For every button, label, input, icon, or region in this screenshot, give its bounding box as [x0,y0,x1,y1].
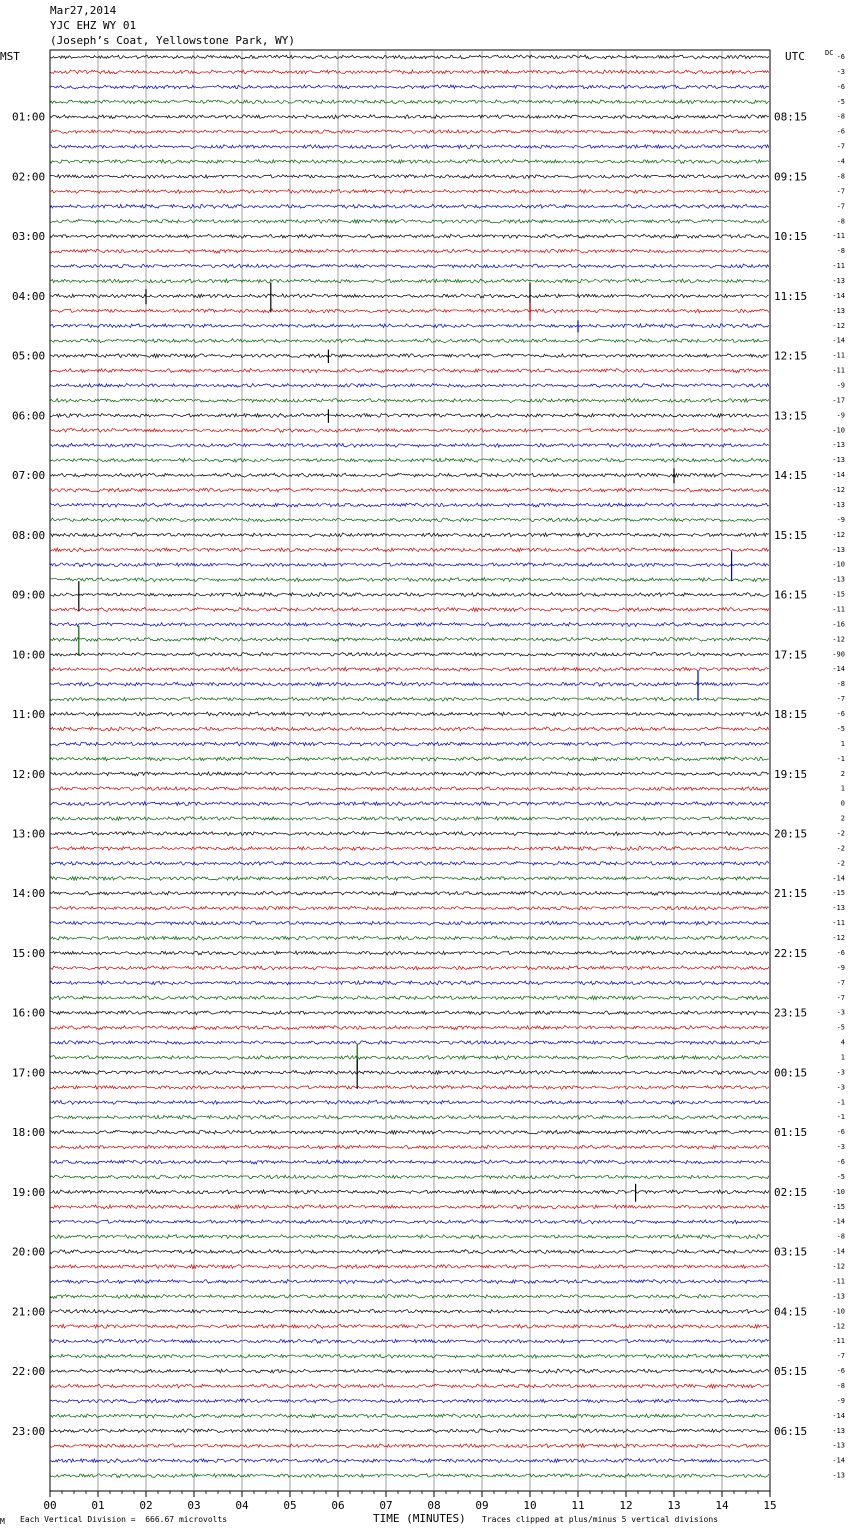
dc-offset-value: -7 [836,1352,845,1361]
dc-offset-value: -8 [836,1382,845,1391]
trace-row [50,1280,769,1284]
left-hour-label: 02:00 [12,170,46,184]
trace-row [50,846,769,850]
x-tick-label: 03 [187,1499,201,1512]
trace-row [50,1444,769,1448]
trace-row [50,1265,769,1269]
x-tick-label: 08 [427,1499,441,1512]
right-hour-label: 17:15 [774,648,808,662]
dc-offset-value: -1 [836,1113,845,1122]
trace-row [50,772,769,776]
trace-row [50,1070,769,1074]
x-tick-label: 09 [475,1499,489,1512]
trace-row [50,742,769,746]
trace-row [50,996,769,1000]
dc-offset-value: 0 [840,799,845,808]
dc-offset-value: -4 [836,157,845,166]
trace-row [50,951,769,955]
x-tick-label: 06 [331,1499,345,1512]
trace-row [50,1384,769,1388]
right-hour-label: 18:15 [774,708,808,722]
trace-row [50,1459,769,1463]
left-hour-label: 11:00 [12,708,46,722]
dc-offset-value: -13 [832,1441,845,1450]
scale-note: Each Vertical Division = 666.67 microvolts [20,1515,228,1524]
trace-row [50,832,769,836]
dc-offset-value: -6 [836,127,845,136]
dc-offset-value: -7 [836,695,845,704]
left-hour-label: 08:00 [12,528,46,542]
dc-offset-value: 1 [840,739,845,748]
left-hour-label: 03:00 [12,230,46,244]
dc-offset-value: -10 [832,1187,845,1196]
left-hour-label: 22:00 [12,1365,46,1379]
left-hour-label: 09:00 [12,588,46,602]
trace-row [50,1085,769,1089]
dc-offset-value: -13 [832,306,845,315]
trace-row [50,264,769,268]
right-hour-label: 02:15 [774,1185,808,1199]
dc-offset-value: -1 [836,1098,845,1107]
left-hour-label: 19:00 [12,1185,46,1199]
right-hour-label: 05:15 [774,1365,808,1379]
dc-offset-value: -11 [832,1337,845,1346]
left-hour-label: 17:00 [12,1066,46,1080]
dc-offset-value: -6 [836,710,845,719]
trace-row [50,1055,769,1059]
x-axis-title: TIME (MINUTES) [373,1512,466,1525]
dc-offset-value: -15 [832,590,845,599]
dc-offset-value: -9 [836,963,845,972]
x-tick-label: 00 [43,1499,57,1512]
trace-row [50,981,769,985]
right-hour-label: 00:15 [774,1066,808,1080]
dc-offset-value: -13 [832,1471,845,1480]
dc-offset-value: -9 [836,381,845,390]
dc-offset-value: -14 [832,336,845,345]
left-timezone-label: MST [0,50,20,63]
left-hour-label: 20:00 [12,1245,46,1259]
right-hour-label: 16:15 [774,588,808,602]
right-hour-label: 13:15 [774,409,808,423]
dc-offset-value: -13 [832,545,845,554]
trace-row [50,637,769,641]
trace-row [50,383,769,387]
dc-offset-value: -11 [832,1277,845,1286]
trace-row [50,369,769,373]
dc-offset-value: -7 [836,202,845,211]
trace-row [50,876,769,880]
dc-offset-value: -2 [836,829,845,838]
trace-row [50,428,769,432]
right-hour-label: 10:15 [774,230,808,244]
x-tick-label: 14 [715,1499,729,1512]
x-tick-label: 10 [523,1499,537,1512]
right-hour-label: 20:15 [774,827,808,841]
dc-offset-value: -7 [836,993,845,1002]
trace-row [50,443,769,447]
right-hour-label: 06:15 [774,1424,808,1438]
trace-row [50,727,769,731]
trace-row [50,55,769,59]
dc-offset-value: 1 [840,1053,845,1062]
dc-offset-value: -6 [836,1158,845,1167]
trace-row [50,1235,769,1239]
right-hour-label: 14:15 [774,469,808,483]
trace-row [50,1145,769,1149]
trace-row [50,279,769,283]
trace-row [50,652,769,656]
left-hour-label: 04:00 [12,289,46,303]
trace-row [50,787,769,791]
right-hour-label: 08:15 [774,110,808,124]
dc-offset-value: -2 [836,859,845,868]
left-hour-label: 23:00 [12,1424,46,1438]
x-tick-label: 12 [619,1499,633,1512]
dc-offset-value: -8 [836,112,845,121]
dc-offset-value: -3 [836,1008,845,1017]
dc-offset-value: -14 [832,665,845,674]
left-hour-label: 01:00 [12,110,46,124]
trace-row [50,473,769,477]
trace-row [50,309,769,313]
trace-row [50,697,769,701]
dc-offset-value: -8 [836,217,845,226]
trace-row [50,906,769,910]
dc-offset-value: -6 [836,1367,845,1376]
trace-row [50,1160,769,1164]
trace-row [50,1175,769,1179]
trace-row [50,1205,769,1209]
dc-offset-value: -11 [832,605,845,614]
trace-row [50,1474,769,1478]
dc-offset-value: 4 [840,1038,845,1047]
trace-row [50,1041,769,1045]
x-tick-label: 13 [667,1499,681,1512]
dc-offset-value: -12 [832,486,845,495]
trace-row [50,936,769,940]
left-hour-label: 10:00 [12,648,46,662]
dc-offset-value: -9 [836,411,845,420]
trace-row [50,130,769,134]
trace-row [50,891,769,895]
dc-offset-value: -12 [832,635,845,644]
dc-offset-value: -12 [832,321,845,330]
x-tick-label: 11 [571,1499,585,1512]
dc-offset-value: -13 [832,276,845,285]
dc-offset-value: -11 [832,232,845,241]
dc-offset-value: -8 [836,680,845,689]
right-hour-label: 19:15 [774,767,808,781]
right-timezone-label: UTC [785,50,805,63]
trace-row [50,1429,769,1433]
trace-row [50,802,769,806]
trace-row [50,817,769,821]
dc-offset-value: -13 [832,500,845,509]
dc-offset-value: -16 [832,620,845,629]
trace-row [50,503,769,507]
dc-offset-value: -11 [832,262,845,271]
dc-offset-value: -11 [832,366,845,375]
x-tick-label: 01 [91,1499,105,1512]
dc-offset-value: -14 [832,874,845,883]
dc-offset-value: -5 [836,1172,845,1181]
station-location: (Joseph’s Coat, Yellowstone Park, WY) [50,34,296,47]
x-tick-label: 04 [235,1499,249,1512]
dc-offset-value: -14 [832,1456,845,1465]
dc-offset-value: -12 [832,934,845,943]
trace-row [50,1354,769,1358]
trace-row [50,1294,769,1298]
dc-offset-value: -14 [832,1217,845,1226]
trace-row [50,488,769,492]
trace-row [50,398,769,402]
x-tick-label: 02 [139,1499,153,1512]
left-hour-label: 14:00 [12,887,46,901]
dc-offset-value: -5 [836,1023,845,1032]
left-hour-label: 07:00 [12,469,46,483]
dc-offset-value: -7 [836,142,845,151]
trace-row [50,548,769,552]
left-hour-label: 05:00 [12,349,46,363]
trace-row [50,1190,769,1194]
dc-offset-value: -2 [836,844,845,853]
dc-offset-value: -13 [832,1426,845,1435]
trace-row [50,294,769,298]
left-hour-label: 16:00 [12,1006,46,1020]
left-hour-label: 18:00 [12,1126,46,1140]
right-hour-label: 09:15 [774,170,808,184]
trace-row [50,533,769,537]
dc-offset-value: -12 [832,530,845,539]
x-tick-label: 15 [763,1499,777,1512]
dc-offset-value: -14 [832,471,845,480]
right-hour-label: 04:15 [774,1305,808,1319]
trace-row [50,175,769,179]
x-tick-label: 05 [283,1499,297,1512]
trace-row [50,1100,769,1104]
trace-row [50,189,769,193]
trace-row [50,1220,769,1224]
dc-offset-value: -8 [836,247,845,256]
right-hour-label: 03:15 [774,1245,808,1259]
right-hour-label: 15:15 [774,528,808,542]
trace-row [50,413,769,417]
dc-offset-value: -14 [832,1247,845,1256]
dc-offset-value: -8 [836,1232,845,1241]
right-hour-label: 12:15 [774,349,808,363]
trace-row [50,115,769,119]
dc-offset-value: -11 [832,351,845,360]
dc-offset-value: -9 [836,1396,845,1405]
trace-row [50,966,769,970]
station-code: YJC EHZ WY 01 [50,19,137,32]
trace-row [50,70,769,74]
trace-row [50,712,769,716]
dc-offset-value: -13 [832,441,845,450]
trace-row [50,204,769,208]
dc-offset-value: 2 [840,769,845,778]
trace-row [50,458,769,462]
trace-row [50,1399,769,1403]
right-hour-label: 23:15 [774,1006,808,1020]
right-hour-label: 22:15 [774,946,808,960]
dc-offset-value: -6 [836,53,845,61]
right-hour-label: 11:15 [774,289,808,303]
dc-offset-value: -15 [832,889,845,898]
dc-offset-value: -6 [836,948,845,957]
dc-offset-value: -10 [832,426,845,435]
dc-offset-value: 1 [840,784,845,793]
trace-row [50,324,769,328]
trace-row [50,563,769,567]
left-hour-label: 13:00 [12,827,46,841]
left-hour-label: 15:00 [12,946,46,960]
trace-row [50,249,769,253]
dc-offset-value: -3 [836,1083,845,1092]
dc-offset-value: -90 [832,650,845,659]
dc-offset-value: -13 [832,904,845,913]
trace-row [50,1324,769,1328]
dc-offset-value: -13 [832,575,845,584]
plot-date: Mar27,2014 [50,4,117,17]
dc-offset-value: -13 [832,1292,845,1301]
dc-column-label: DC [825,49,834,57]
trace-row [50,145,769,149]
trace-row [50,354,769,358]
trace-row [50,234,769,238]
trace-row [50,85,769,89]
trace-row [50,1250,769,1254]
left-hour-label: 06:00 [12,409,46,423]
trace-row [50,921,769,925]
trace-row [50,1026,769,1030]
clip-note: Traces clipped at plus/minus 5 vertical divisions [482,1515,719,1524]
trace-row [50,1115,769,1119]
dc-offset-value: -5 [836,724,845,733]
dc-offset-value: -15 [832,1202,845,1211]
trace-row [50,593,769,597]
trace-row [50,1011,769,1015]
trace-row [50,667,769,671]
dc-offset-value: -7 [836,978,845,987]
dc-offset-value: -9 [836,515,845,524]
dc-offset-value: -1 [836,754,845,763]
right-hour-label: 01:15 [774,1126,808,1140]
dc-offset-value: -11 [832,919,845,928]
trace-row [50,1339,769,1343]
x-tick-label: 07 [379,1499,393,1512]
trace-row [50,1369,769,1373]
trace-row [50,682,769,686]
trace-row [50,622,769,626]
dc-offset-value: -13 [832,456,845,465]
dc-offset-value: -10 [832,560,845,569]
trace-row [50,100,769,104]
dc-offset-value: -10 [832,1307,845,1316]
dc-offset-value: -17 [832,396,845,405]
dc-offset-value: -6 [836,1128,845,1137]
trace-row [50,159,769,163]
dc-offset-value: -5 [836,97,845,106]
trace-row [50,1309,769,1313]
left-hour-label: 12:00 [12,767,46,781]
trace-row [50,1130,769,1134]
corner-mark: M [0,1517,5,1526]
dc-offset-value: -6 [836,82,845,91]
dc-offset-value: -3 [836,67,845,76]
trace-row [50,607,769,611]
trace-row [50,219,769,223]
dc-offset-value: -14 [832,291,845,300]
dc-offset-value: -7 [836,187,845,196]
dc-offset-value: -3 [836,1143,845,1152]
dc-offset-value: -12 [832,1262,845,1271]
right-hour-label: 21:15 [774,887,808,901]
dc-offset-value: -8 [836,172,845,181]
trace-row [50,518,769,522]
dc-offset-value: -12 [832,1322,845,1331]
trace-row [50,1414,769,1418]
trace-row [50,861,769,865]
dc-offset-value: -14 [832,1411,845,1420]
left-hour-label: 21:00 [12,1305,46,1319]
dc-offset-value: -3 [836,1068,845,1077]
trace-row [50,578,769,582]
trace-row [50,339,769,343]
trace-row [50,757,769,761]
dc-offset-value: 2 [840,814,845,823]
